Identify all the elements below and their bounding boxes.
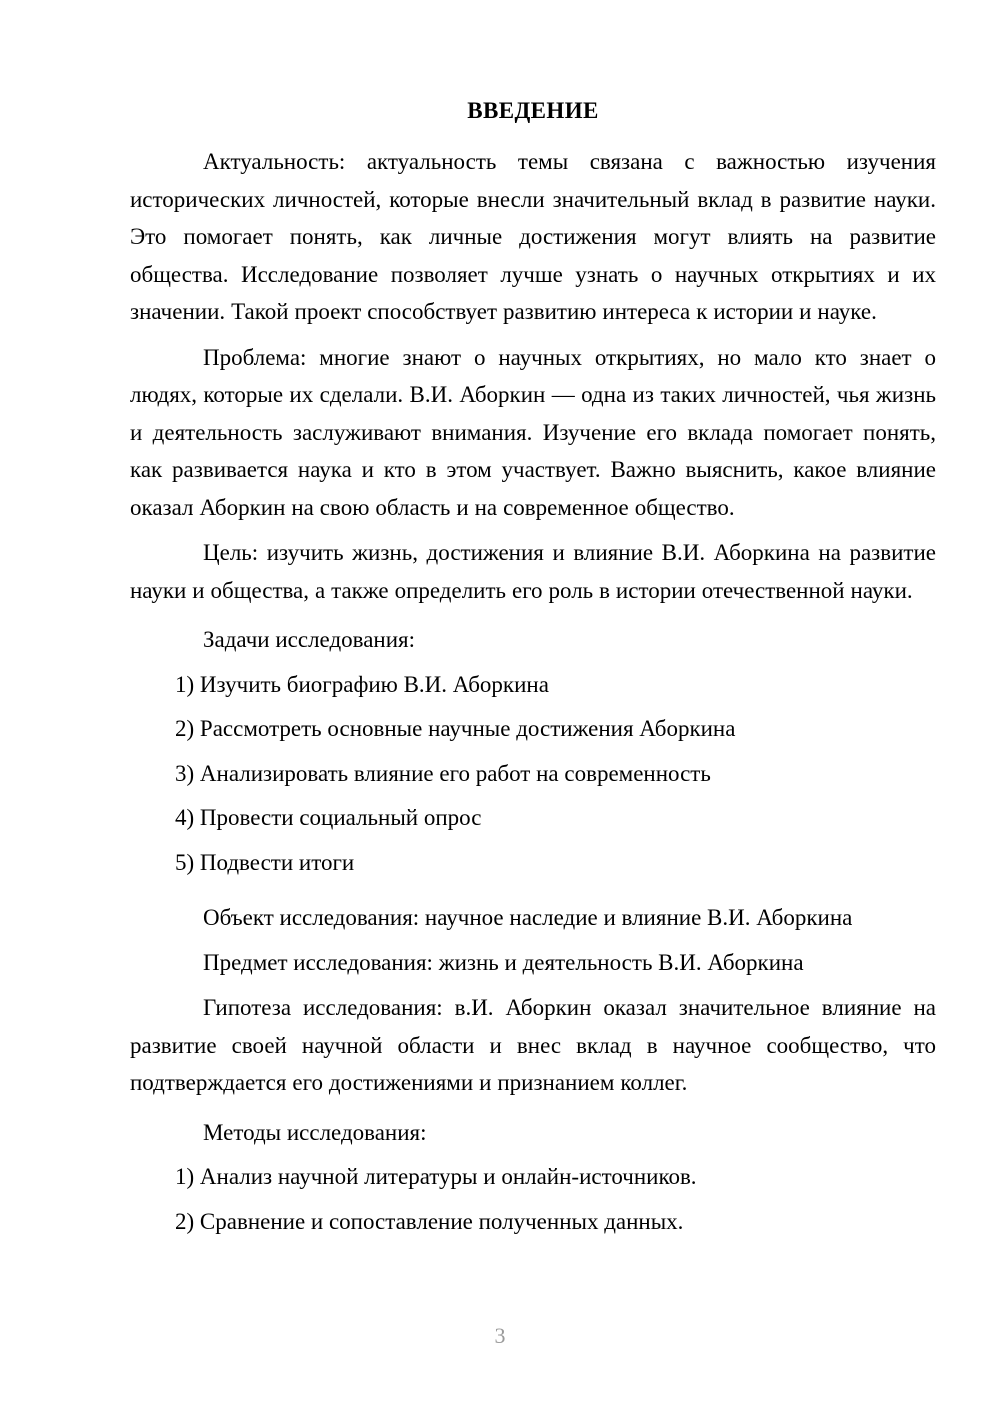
list-item: 2) Рассмотреть основные научные достижения Аборкина xyxy=(175,716,736,741)
statement-subject: Предмет исследования: жизнь и деятельность В.И. Аборкина xyxy=(203,949,804,975)
statement-object: Объект исследования: научное наследие и влияние В.И. Аборкина xyxy=(203,905,853,930)
methods-heading: Методы исследования: xyxy=(203,1119,427,1145)
paragraph-problem: Проблема: многие знают о научных открытиях, но мало кто знает о людях, которые их сделали. В.И. Аборкин — одна из таких личностей, чья жизнь и деятельность заслуживают внимания. Изучение его вклада помогает понять, как развивается наука и кто в этом участвует. Важно выяснить, какое влияние оказал Аборкин на свою область и на современное общество. xyxy=(130,344,936,520)
list-item: 5) Подвести итоги xyxy=(175,849,355,875)
list-item: 2) Сравнение и сопоставление полученных данных. xyxy=(175,1208,684,1234)
list-item: 4) Провести социальный опрос xyxy=(175,805,482,830)
list-item: 1) Анализ научной литературы и онлайн-источников. xyxy=(175,1164,697,1189)
paragraph-hypothesis: Гипотеза исследования: в.И. Аборкин оказал значительное влияние на развитие своей научной области и внес вклад в научное сообщество, что подтверждается его достижениями и признанием коллег. xyxy=(130,995,936,1095)
tasks-heading: Задачи исследования: xyxy=(203,627,416,652)
tasks-list xyxy=(130,659,936,882)
methods-list xyxy=(130,1151,936,1240)
page-number: 3 xyxy=(494,1323,506,1348)
list-item: 3) Анализировать влияние его работ на современность xyxy=(175,760,711,786)
paragraph-relevance: Актуальность: актуальность темы связана с важностью изучения исторических личностей, которые внесли значительный вклад в развитие науки. Это помогает понять, как личные достижения могут влиять на развитие общества. Исследование позволяет лучше узнать о научных открытиях и их значении. Такой проект способствует развитию интереса к истории и науке. xyxy=(130,149,936,324)
page-title: ВВЕДЕНИЕ xyxy=(467,98,599,123)
page-content xyxy=(130,0,936,1240)
list-item: 1) Изучить биографию В.И. Аборкина xyxy=(175,671,549,697)
paragraph-goal: Цель: изучить жизнь, достижения и влияние В.И. Аборкина на развитие науки и общества, а также определить его роль в истории отечественной науки. xyxy=(130,540,936,603)
